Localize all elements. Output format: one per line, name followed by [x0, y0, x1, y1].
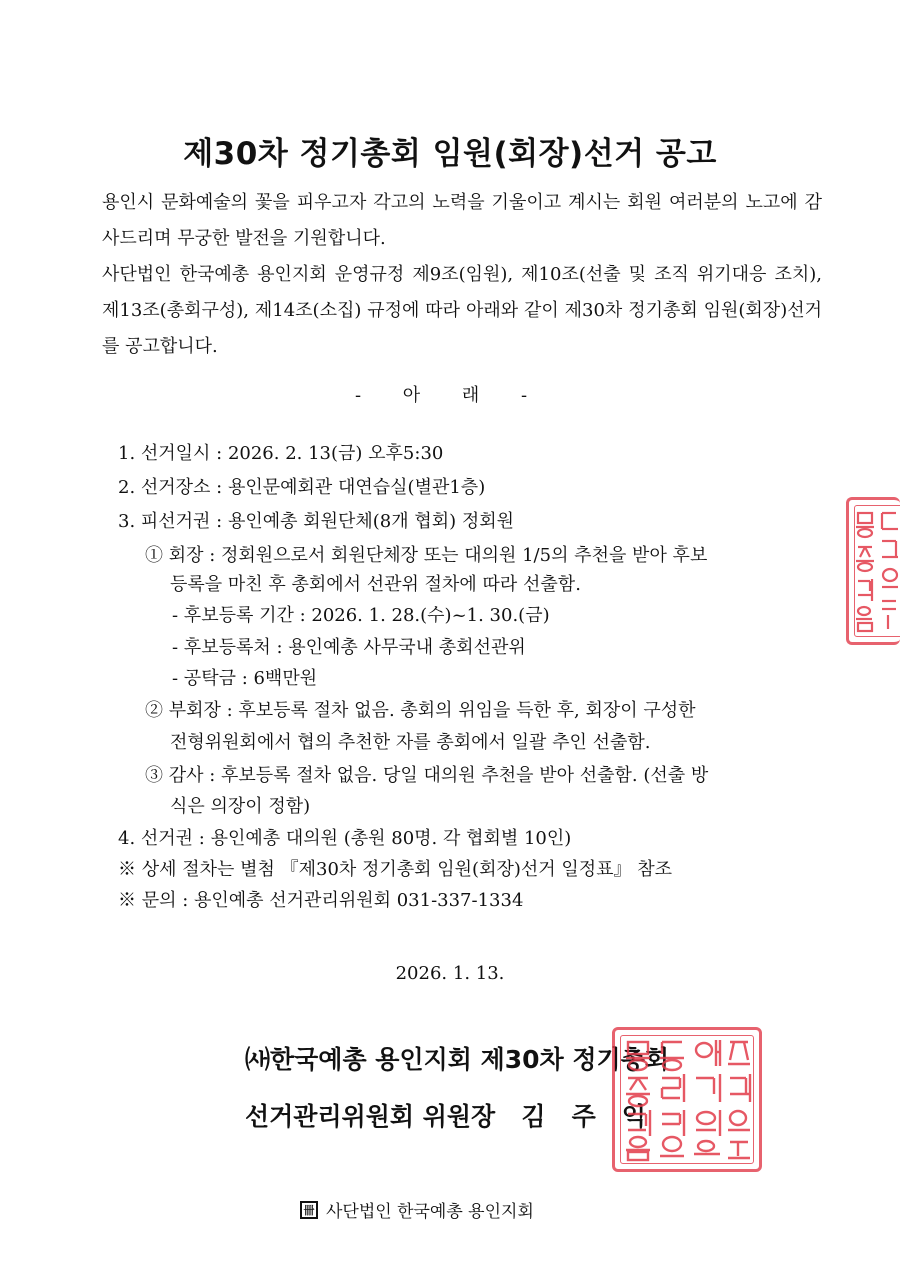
announcement-date: 2026. 1. 13. — [395, 963, 505, 984]
item-1-date: 1. 선거일시 : 2026. 2. 13(금) 오후5:30 — [118, 443, 444, 464]
footer — [300, 1197, 534, 1222]
item-3-vice-president: ② 부회장 : 후보등록 절차 없음. 총회의 위임을 득한 후, 회장이 구성한 — [145, 700, 696, 721]
note-schedule: ※ 상세 절차는 별첨 『제30차 정기총회 임원(회장)선거 일정표』 참조 — [118, 859, 673, 880]
organization-logo-icon: 卌 — [300, 1201, 318, 1219]
signature-organization: ㈔한국예총 용인지회 제30차 정기총회 — [245, 1045, 670, 1074]
intro-paragraph-1: 용인시 문화예술의 꽃을 피우고자 각고의 노력을 기울이고 계시는 회원 여러분의 노고에 감사드리며 무궁한 발전을 기원합니다. — [102, 192, 822, 249]
registration-period: - 후보등록 기간 : 2026. 1. 28.(수)~1. 30.(금) — [172, 605, 550, 626]
note-contact: ※ 문의 : 용인예총 선거관리위원회 031-337-1334 — [118, 890, 524, 911]
item-3-eligibility: 3. 피선거권 : 용인예총 회원단체(8개 협회) 정회원 — [118, 511, 515, 532]
signature-chairman: 선거관리위원회 위원장 김 주 익 — [245, 1102, 646, 1131]
signature-seal-glyphs — [624, 1038, 752, 1162]
deposit: - 공탁금 : 6백만원 — [172, 668, 318, 689]
document-title: 제30차 정기총회 임원(회장)선거 공고 — [183, 136, 717, 172]
item-3-president: ① 회장 : 정회원으로서 회원단체장 또는 대의원 1/5의 추천을 받아 후보 — [145, 545, 708, 566]
registration-office: - 후보등록처 : 용인예총 사무국내 총회선관위 — [172, 637, 526, 658]
item-3-auditor-cont: 식은 의장이 정함) — [170, 796, 311, 817]
item-3-vice-president-cont: 전형위원회에서 협의 추천한 자를 총회에서 일괄 추인 선출함. — [170, 732, 651, 753]
intro-paragraph-2: 사단법인 한국예총 용인지회 운영규정 제9조(임원), 제10조(선출 및 조직 위기대응 조치), 제13조(총회구성), 제14조(소집) 규정에 따라 아래와 같이 제30차 정기총회 임원(회장)선거를 공고합니다. — [102, 264, 822, 357]
item-2-place: 2. 선거장소 : 용인문예회관 대연습실(별관1층) — [118, 477, 486, 498]
item-3-auditor: ③ 감사 : 후보등록 절차 없음. 당일 대의원 추천을 받아 선출함. (선출 방 — [145, 765, 709, 786]
item-3-president-cont: 등록을 마친 후 총회에서 선관위 절차에 따라 선출함. — [170, 574, 581, 595]
section-label: - 아 래 - — [354, 385, 546, 406]
side-seal-glyphs — [852, 505, 900, 637]
footer-organization-name: 사단법인 한국예총 용인지회 — [326, 1202, 534, 1222]
item-4-voting-right: 4. 선거권 : 용인예총 대의원 (총원 80명. 각 협회별 10인) — [118, 828, 572, 849]
